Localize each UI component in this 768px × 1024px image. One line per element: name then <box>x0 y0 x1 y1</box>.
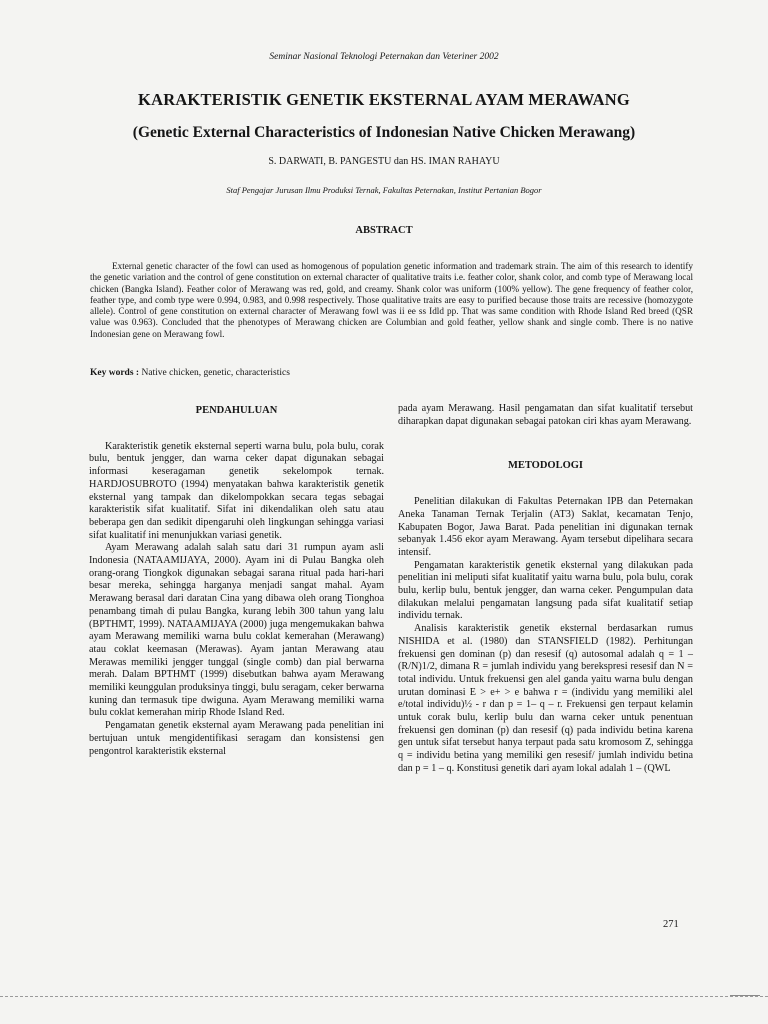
paragraph: Pengamatan karakteristik genetik eksternal yang dilakukan pada penelitian ini meliputi sifat kualitatif yaitu warna bulu, pola bulu, corak bulu, kerlip bulu, bentuk jengger, dan warna ceker. Pengumpulan data dilakukan melalui pengamatan langsung pada sifat kualitatif setiap individu ternak. <box>398 559 693 622</box>
left-column <box>89 403 384 758</box>
paragraph: Analisis karakteristik genetik eksternal berdasarkan rumus NISHIDA et al. (1980) dan STANSFIELD (1982). Perhitungan frekuensi gen dominan (p) dan resesif (q) autosomal adalah q = 1 – (R/N)1/2, dimana R = jumlah individu yang berekspresi resesif dan N = total individu. Untuk frekuensi gen alel ganda yaitu warna bulu dengan urutan dominasi E > e+ > e bahwa r = (individu yang memiliki alel e/total individu)½ - r dan p = 1– q – r. Frekuensi gen terpaut kelamin untuk corak bulu, kerlip bulu dan warna ceker untuk penentuan frekuensi gen dominan (p) dan resesif (q) pada individu betina karena gen untuk sifat tersebut hanya terpaut pada satu kromosom Z, sehingga q = individu betina yang memiliki gen resesif/ jumlah individu betina dan p = 1 – q. Konstitusi genetik dari ayam lokal adalah 1 – (QWL <box>398 623 693 774</box>
section-heading-metodologi: METODOLOGI <box>507 460 584 472</box>
authors: S. DARWATI, B. PANGESTU dan HS. IMAN RAHAYU <box>268 156 500 167</box>
affiliation: Staf Pengajar Jurusan Ilmu Produksi Ternak, Fakultas Peternakan, Institut Pertanian Bogor <box>226 185 542 195</box>
abstract-heading: ABSTRACT <box>355 225 413 236</box>
keywords-text: Native chicken, genetic, characteristics <box>139 368 290 378</box>
paragraph: Karakteristik genetik eksternal seperti warna bulu, pola bulu, corak bulu, bentuk jengger, dan warna ceker dapat digunakan sebagai informasi keseragaman genetik sekelompok ternak. HARDJOSUBROTO (1994) menyatakan bahwa karakteristik genetik eksternal yang tampak dan dikelompokkan secara tegas sebagai karakteristik sifat kualitatif. Sifat ini dikendalikan oleh satu atau beberapa gen dan sedikit dipengaruhi oleh lingkungan sehingga variasi sifat kualitatif ini menunjukkan variasi genetik. <box>89 440 384 541</box>
header-note: Seminar Nasional Teknologi Peternakan dan Veteriner 2002 <box>269 52 499 62</box>
paragraph: pada ayam Merawang. Hasil pengamatan dan sifat kualitatif tersebut diharapkan dapat digunakan sebagai patokan ciri khas ayam Merawang. <box>398 403 693 427</box>
scan-edge-line <box>0 996 768 997</box>
paper-subtitle: (Genetic External Characteristics of Indonesian Native Chicken Merawang) <box>132 124 636 141</box>
section-heading-pendahuluan: PENDAHULUAN <box>195 405 278 416</box>
paragraph: Penelitian dilakukan di Fakultas Peternakan IPB dan Peternakan Aneka Tanaman Ternak Terjalin (AT3) Saklat, kecamatan Tenjo, Kabupaten Bogor, Jawa Barat. Pada penelitian ini digunakan ternak sebanyak 1.456 ekor ayam Merawang. Ayam tersebut dipelihara secara intensif. <box>398 496 693 558</box>
abstract-text: External genetic character of the fowl can used as homogenous of population genetic information and trademark strain. The aim of this research to identify the genetic variation and the control of gene constitution on external character of qualitative traits i.e. feather color, shank color, and comb type of Merawang local chicken (Bangka Island). Feather color of Merawang was red, gold, and creamy. Shank color was uniform (100% yellow). The gene frequency of feather color, feather type, and comb type were 0.994, 0.983, and 0.998 respectively. Those qualitative traits are easy to purified because those traits are recessive (homozygote allele). Control of gene constitution on external character of Merawang fowl was ii ee ss Idld pp. That was same condition with Rhode Island Red breed (QSR value was 0.963). Concluded that the phenotypes of Merawang chicken are Columbian and gold feather, yellow shank and single comb. There is no native Indonesian gene on Merawang fowl. <box>90 261 693 339</box>
right-column <box>398 403 693 776</box>
keywords <box>90 368 693 378</box>
scan-edge-mark <box>730 995 760 996</box>
paragraph: Ayam Merawang adalah salah satu dari 31 rumpun ayam asli Indonesia (NATAAMIJAYA, 2000). Ayam ini di Pulau Bangka oleh orang-orang Tiongkok digunakan sebagai sarana ritual pada hari-hari besar mereka, sehingga harganya menjadi sangat mahal. Ayam Merawang berasal dari daratan Cina yang dibawa oleh orang Tionghoa penambang timah di pulau Bangka, kurang lebih 300 tahun yang lalu (BPTHMT, 1999). NATAAMIJAYA (2000) juga mengemukakan bahwa ayam Merawang memiliki warna bulu coklat kemerahan (Merawang) atau coklat keemasan (Merawas). Ayam jantan Merawang atau Merawas memiliki jengger tunggal (single comb) dan pial berwarna merah. Dalam BPTHMT (1999) disebutkan bahwa ayam Merawang memiliki keunggulan produksinya tinggi, bulu seragam, ceker berwarna kuning dan termasuk tipe dwiguna. Ayam Merawang memiliki warna bulu coklat kemerahan mirip Rhode Island Red. <box>89 542 384 719</box>
paper-title: KARAKTERISTIK GENETIK EKSTERNAL AYAM MERAWANG <box>138 90 630 109</box>
paragraph: Pengamatan genetik eksternal ayam Merawang pada penelitian ini bertujuan untuk mengidentifikasi seragam dan konsistensi gen pengontrol karakteristik eksternal <box>89 720 384 757</box>
page-number: 271 <box>663 919 679 930</box>
keywords-label: Key words : <box>90 368 140 378</box>
